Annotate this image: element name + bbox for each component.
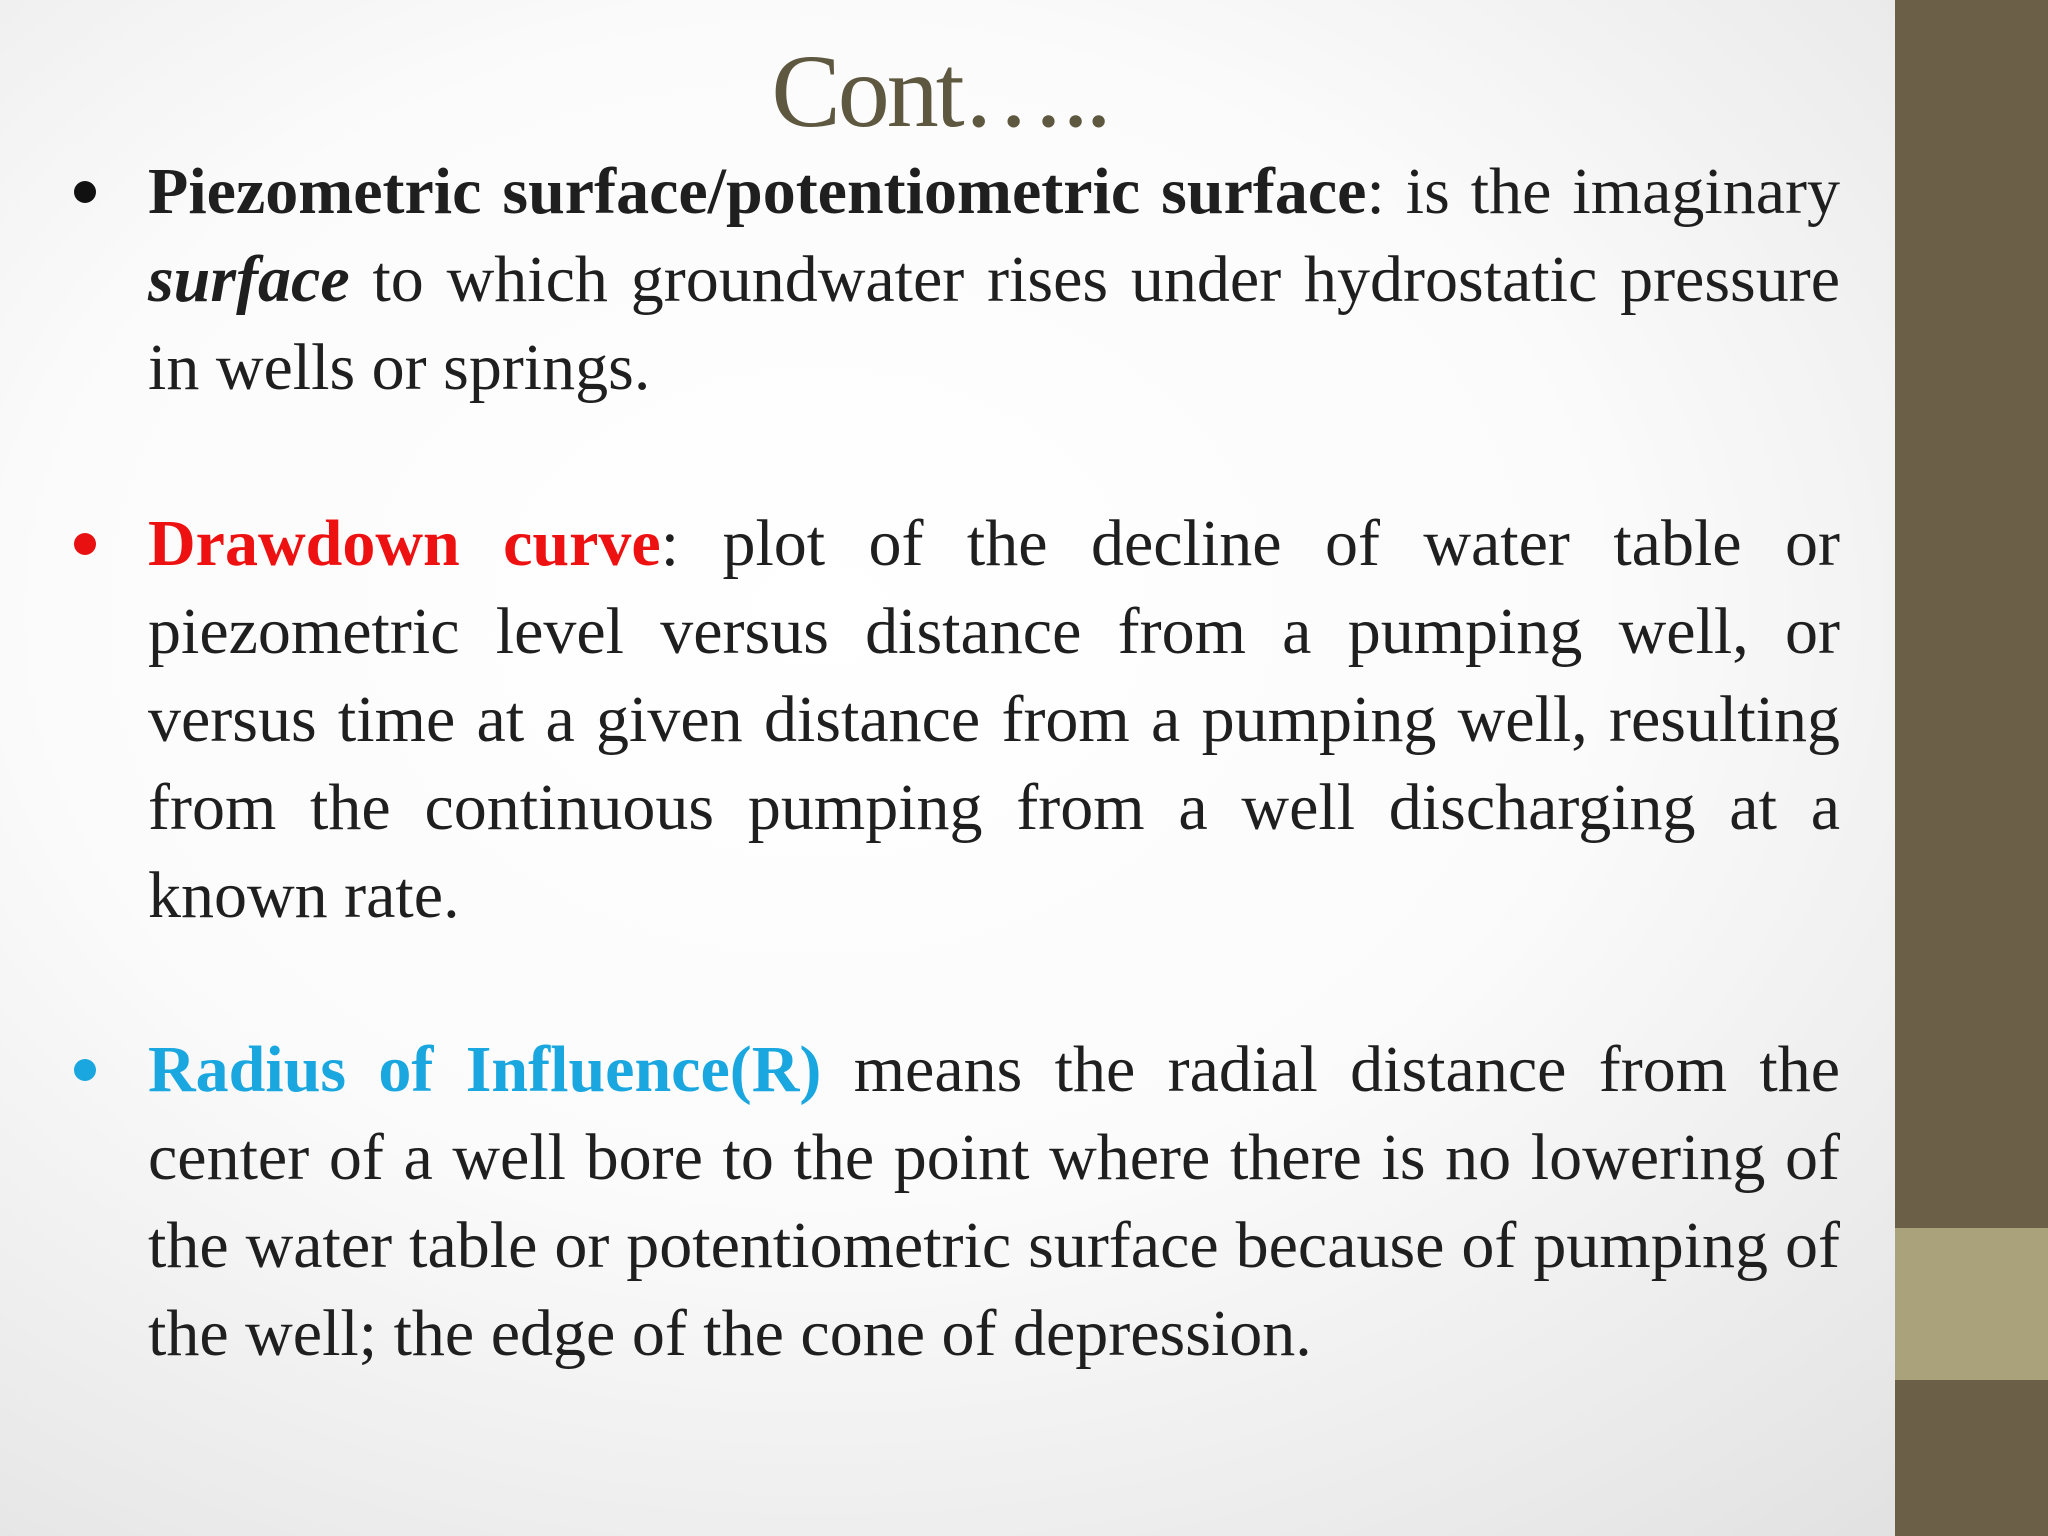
slide-title: Cont….. (771, 34, 1109, 149)
term-drawdown-curve: Drawdown curve (148, 507, 661, 580)
definition-text: : is the imaginary (1366, 155, 1840, 228)
bullet-drawdown-curve (148, 500, 1840, 940)
definition-text: to which groundwater rises under hydrostatic pressure in wells or springs. (148, 243, 1840, 404)
definition-text: : plot of the decline of water table or piezometric level versus distance from a pumping well, or versus time at a given distance from a pumping well, resulting from the continuous pumping from a well discharging at a known rate. (148, 507, 1840, 932)
bullet-radius-of-influence (148, 1026, 1840, 1378)
side-decoration-accent (1895, 1228, 2048, 1380)
term-radius-of-influence: Radius of Influence(R) (148, 1033, 822, 1106)
bullet-dot-icon (74, 1059, 96, 1081)
emphasis-surface: surface (148, 243, 350, 316)
bullet-dot-icon (74, 533, 96, 555)
definition-text: means the radial distance from the center of a well bore to the point where there is no lowering of the water table or potentiometric surface because of pumping of the well; the edge of the cone of depression. (148, 1033, 1840, 1370)
bullet-piezometric-surface (148, 148, 1840, 412)
term-piezometric-surface: Piezometric surface/potentiometric surface (148, 155, 1367, 228)
bullet-dot-icon (74, 181, 96, 203)
